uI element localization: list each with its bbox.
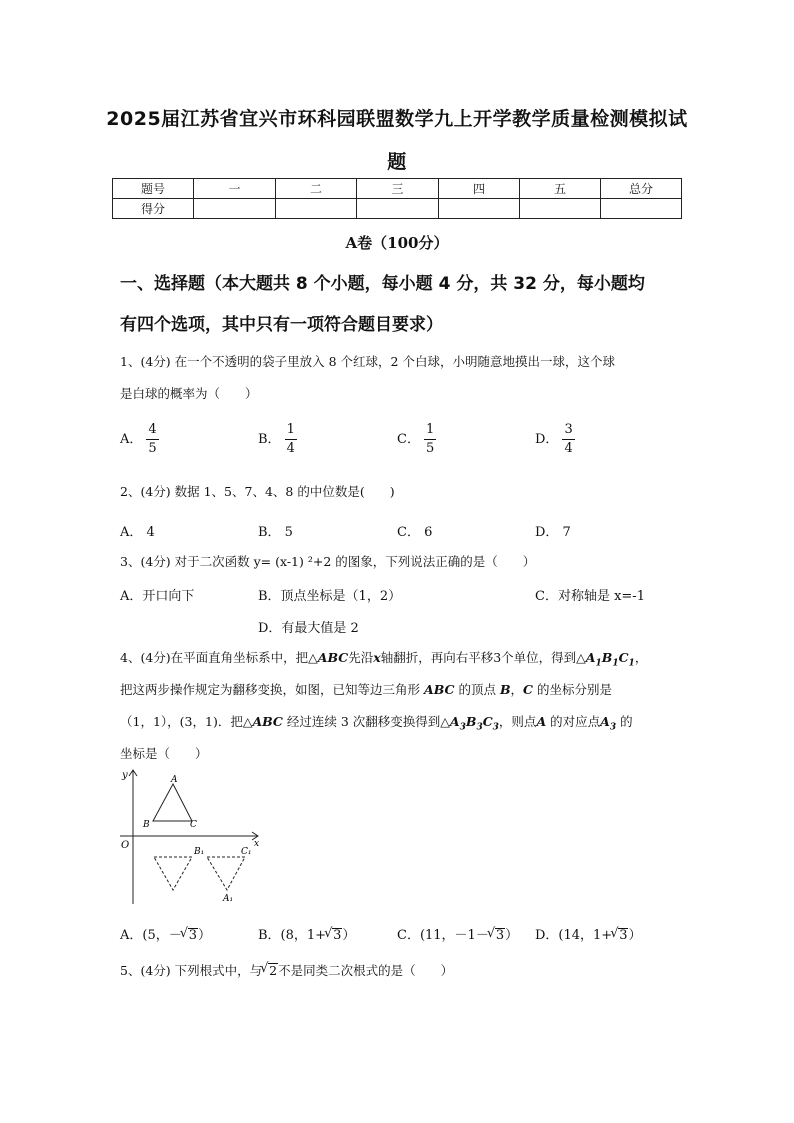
q4-option-d	[535, 924, 642, 943]
section1-heading-cont: 有四个选项，其中只有一项符合题目要求）	[120, 315, 443, 335]
q4-text: 把这两步操作规定为翻移变换，如图，已知等边三角形	[120, 682, 421, 697]
q4-text: 轴翻折，再向右平移3个单位，得到△	[380, 650, 586, 665]
q4-text: 4、(4分)在平面直角坐标系中，把△	[120, 650, 318, 665]
q4-text: 的顶点	[458, 682, 496, 697]
label-c: C	[190, 820, 197, 830]
q3-text: 3、(4分) 对于二次函数 y= (x-1) ²+2 的图象，下列说法正确的是（ ）	[120, 554, 536, 569]
q1-text-cont: 是白球的概率为（ ）	[120, 386, 258, 401]
sqrt-3: √ 3	[618, 928, 628, 943]
q4-var: A	[536, 714, 547, 729]
q5-text-pre: 5、(4分) 下列根式中，与	[120, 963, 263, 978]
q4-option-a-text: A．(5，－	[120, 928, 182, 943]
label-x: x	[254, 839, 260, 849]
score-cell	[439, 199, 520, 219]
q4-text: （1，1），(3，1)．把△	[120, 714, 253, 729]
q3-option-d: D．有最大值是 2	[258, 621, 359, 636]
q4-var-a1b1c1: $A_1B_1C_1$	[585, 650, 635, 669]
label-origin: O	[121, 840, 130, 851]
numerator: 1	[285, 421, 297, 440]
score-header-cell: 二	[276, 179, 357, 199]
q4-option-d-close: ）	[628, 928, 642, 943]
q4-var-a3b3c3: $A_3B_3C_3$	[449, 714, 499, 733]
label-b1: B₁	[194, 847, 205, 857]
q4-line-2	[120, 674, 690, 706]
q4-var: ABC	[252, 714, 283, 729]
sqrt-2: √ 2	[268, 963, 278, 978]
q1-option-a	[120, 421, 159, 458]
score-header-cell: 总分	[601, 179, 682, 199]
q1-option-c-fraction	[424, 421, 436, 458]
score-cell	[194, 199, 276, 219]
q4-var: ABC	[424, 682, 455, 697]
q1-option-c-label: C．	[397, 432, 420, 447]
q4-option-a-close: ）	[198, 928, 212, 943]
score-header-cell: 五	[520, 179, 601, 199]
q4-var: ABC	[317, 650, 349, 665]
q4-option-c	[397, 924, 518, 943]
q1-option-a-label: A．	[120, 432, 143, 447]
score-cell	[520, 199, 601, 219]
triangle-abc	[153, 784, 192, 821]
q4-text: ，则点	[498, 714, 537, 729]
section-a-heading: A卷（100分）	[345, 234, 449, 252]
denominator: 5	[148, 441, 157, 456]
score-header-cell: 题号	[113, 179, 194, 199]
q2-option-a: A． 4	[120, 525, 155, 540]
q4-var: x	[373, 650, 381, 665]
q4-text: ，	[510, 682, 524, 697]
q1-option-b-fraction	[285, 421, 297, 458]
q1-option-b-label: B．	[258, 432, 281, 447]
q2-option-c: C． 6	[397, 525, 433, 540]
score-row-label: 得分	[113, 199, 194, 219]
q1-option-d-label: D．	[535, 432, 559, 447]
sqrt-3: √ 3	[332, 928, 342, 943]
q4-option-a	[120, 924, 211, 943]
label-y: y	[122, 770, 128, 781]
q1-option-c	[397, 421, 436, 458]
q4-figure	[116, 768, 262, 906]
score-table	[112, 178, 682, 219]
score-header-cell: 一	[194, 179, 276, 199]
q1-option-a-fraction	[146, 421, 158, 458]
q4-option-b-close: ）	[342, 928, 356, 943]
q4-option-c-text: C．(11，－1－	[397, 928, 489, 943]
numerator: 4	[146, 421, 158, 440]
score-header-cell: 三	[357, 179, 439, 199]
score-cell	[357, 199, 439, 219]
q4-line-1: 4、(4分)在平面直角坐标系中，把△ABC先沿x轴翻折，再向右平移3个单位，得到$\triangle A_1B_1C_1$，	[120, 650, 648, 669]
q4-text: 经过连续 3 次翻移变换得到△	[286, 714, 450, 729]
q4-line-4: 坐标是（ ）	[120, 746, 208, 761]
score-cell	[276, 199, 357, 219]
q4-option-c-close: ）	[505, 928, 519, 943]
numerator: 1	[424, 421, 436, 440]
q4-option-b	[258, 924, 355, 943]
score-header-cell: 四	[439, 179, 520, 199]
label-a1: A₁	[223, 894, 234, 904]
q1-option-d	[535, 421, 575, 458]
q4-text: 先沿	[348, 650, 374, 665]
q3-option-c: C．对称轴是 x=-1	[535, 589, 645, 604]
q1-option-b	[258, 421, 297, 458]
numerator: 3	[562, 421, 574, 440]
denominator: 4	[286, 441, 295, 456]
q3-option-a: A．开口向下	[120, 589, 195, 604]
q5-text-post: 不是同类二次根式的是（ ）	[278, 963, 454, 978]
q4-text: 的对应点	[550, 714, 601, 729]
q4-var: B	[499, 682, 511, 697]
q4-var: C	[523, 682, 533, 697]
q5-text	[120, 955, 690, 987]
triangle-reflected	[154, 857, 192, 890]
q1-option-d-fraction	[562, 421, 574, 458]
page-title-continued: 题	[387, 151, 407, 173]
label-a: A	[171, 775, 178, 785]
score-table-header-row	[113, 179, 682, 199]
label-b: B	[143, 820, 150, 830]
sqrt-3: √ 3	[495, 928, 505, 943]
page-title: 2025届江苏省宜兴市环科园联盟数学九上开学教学质量检测模拟试	[106, 108, 688, 130]
q4-var-a3: $A_3$	[600, 714, 617, 733]
q4-line-3: （1，1），(3，1)．把△ABC 经过连续 3 次翻移变换得到$\triangle A_3B_3C_3$，则点A 的对应点$A_3$ 的	[120, 714, 633, 733]
score-table-row	[113, 199, 682, 219]
triangle-a1b1c1	[207, 857, 245, 890]
score-cell	[601, 199, 682, 219]
q4-option-b-text: B．(8，1+	[258, 928, 327, 943]
denominator: 5	[425, 441, 435, 456]
q2-option-b: B． 5	[258, 525, 293, 540]
sqrt-3: √ 3	[188, 928, 198, 943]
denominator: 4	[564, 441, 573, 456]
label-c1: C₁	[241, 847, 252, 857]
q4-text: 的坐标分别是	[536, 682, 612, 697]
q2-option-d: D． 7	[535, 525, 571, 540]
q1-text: 1、(4分) 在一个不透明的袋子里放入 8 个红球，2 个白球，小明随意地摸出一球，这个球	[120, 354, 615, 369]
q4-option-d-text: D．(14，1+	[535, 928, 613, 943]
section1-heading: 一、选择题（本大题共 8 个小题，每小题 4 分，共 32 分，每小题均	[120, 274, 645, 294]
q3-option-b: B．顶点坐标是（1，2）	[258, 589, 402, 604]
q2-text: 2、(4分) 数据 1、5、7、4、8 的中位数是( )	[120, 484, 395, 499]
